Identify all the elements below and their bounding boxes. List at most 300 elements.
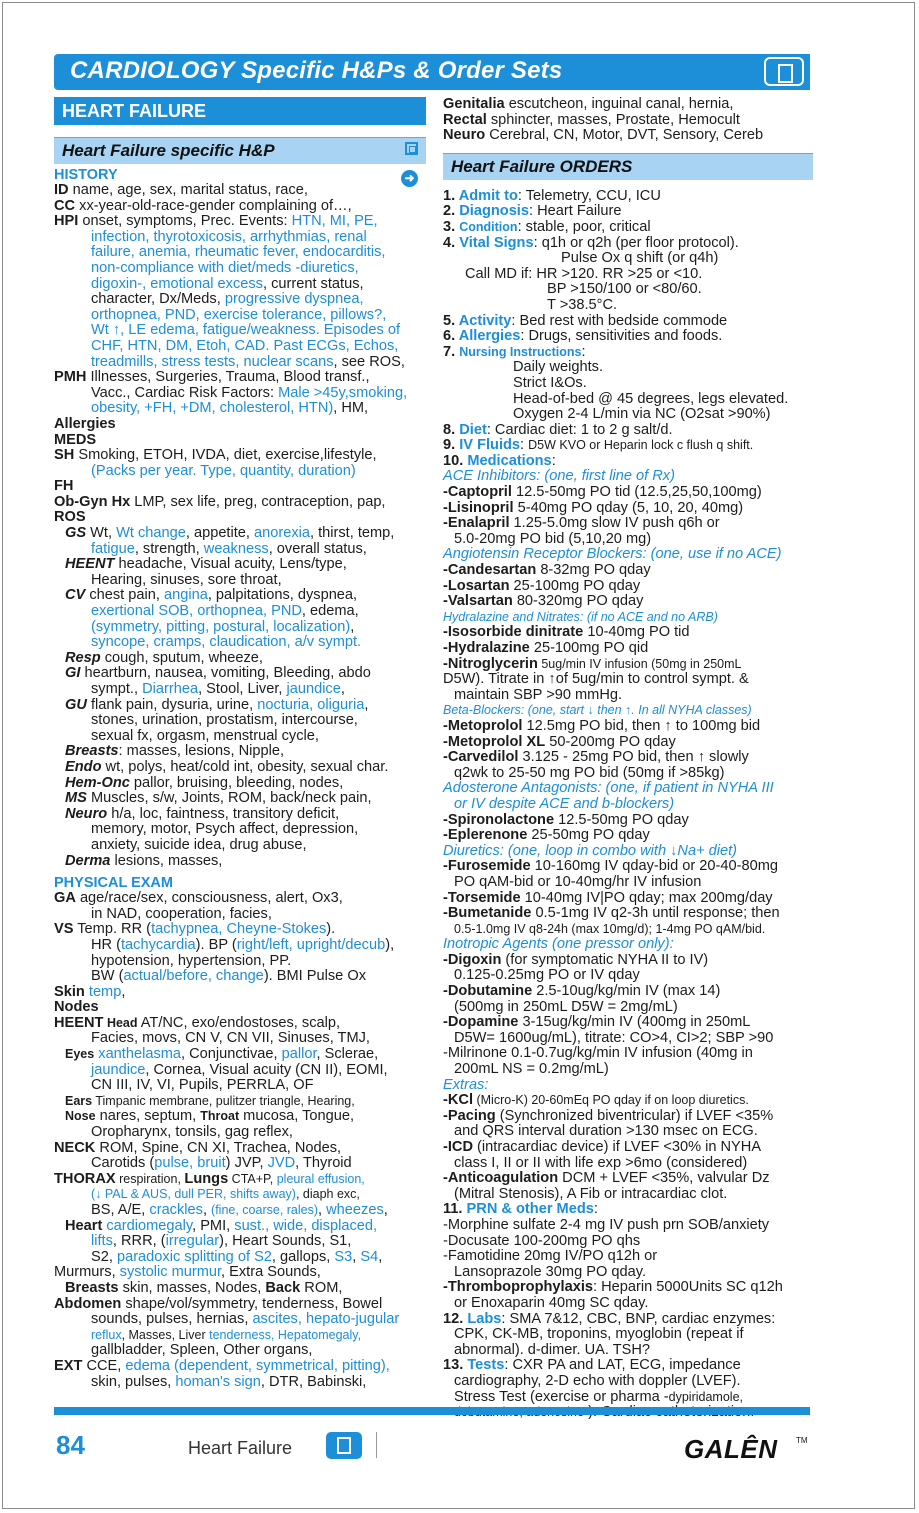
orders-subheader (443, 153, 813, 180)
text-line (54, 1328, 426, 1344)
highlighted-term: (symmetry, pitting, postural, localization) (91, 618, 351, 635)
highlighted-term: EXT (54, 1357, 83, 1374)
text-run: : CXR PA and LAT, ECG, impedance (504, 1357, 741, 1374)
text-run: Head-of-bed @ 45 degrees, legs elevated. (513, 390, 789, 407)
text-line (54, 807, 426, 823)
text-run: , gallops, (271, 1248, 335, 1265)
highlighted-term: GA (54, 890, 76, 907)
text-line (443, 781, 813, 797)
text-line (54, 1250, 426, 1266)
text-line (443, 1358, 813, 1374)
highlighted-term: 7. (443, 343, 460, 360)
highlighted-term: (↓ PAL & AUS, dull PER, shifts away) (91, 1187, 296, 1202)
highlighted-term: Medications (467, 452, 552, 469)
text-line (54, 1281, 426, 1297)
text-line (443, 485, 813, 501)
text-line (443, 469, 813, 485)
highlighted-term: obesity, +FH, +DM, cholesterol, HTN) (91, 400, 334, 417)
text-run: , (340, 681, 345, 697)
text-run: chest pain, (85, 587, 164, 604)
highlighted-term: temp (88, 983, 122, 1000)
text-run: , (121, 983, 126, 1000)
highlighted-term: (Packs per year. Type, quantity, duration) (91, 462, 356, 479)
text-line (443, 1390, 813, 1406)
text-line (54, 776, 426, 792)
text-line (443, 641, 813, 657)
text-line (443, 392, 813, 408)
text-run: : q1h or q2h (per floor protocol). (533, 234, 739, 251)
highlighted-term: 10. (443, 452, 468, 469)
text-line (54, 1047, 426, 1063)
text-line (443, 1312, 813, 1328)
highlighted-term: 8. (443, 421, 460, 438)
text-line (443, 1374, 813, 1390)
text-line (54, 573, 426, 589)
highlighted-term: Ob-Gyn Hx (54, 493, 131, 510)
highlighted-term: failure, anemia, rheumatic fever, endocarditis, (91, 244, 386, 261)
brand-trademark: TM (796, 1436, 808, 1445)
text-run: : (593, 1201, 598, 1218)
text-line (54, 822, 426, 838)
text-run: Temp. RR ( (73, 921, 152, 938)
text-run: heartburn, nausea, vomiting, Bleeding, abdo (80, 665, 371, 682)
highlighted-term: S3 (334, 1248, 353, 1265)
text-line (443, 345, 813, 361)
text-line (443, 703, 813, 719)
highlighted-term: 11. (443, 1201, 467, 1218)
highlighted-term: HTN, MI, PE, (291, 213, 378, 230)
text-run: , Extra Sounds, (221, 1264, 321, 1281)
highlighted-term: -KCl (443, 1092, 473, 1109)
text-line (54, 760, 426, 776)
text-run: : masses, lesions, Nipple, (118, 743, 285, 760)
text-line (443, 594, 813, 610)
text-run: Vacc., Cardiac Risk Factors: (91, 384, 279, 401)
highlighted-term: nocturia, oliguria (257, 696, 365, 713)
text-line (443, 797, 813, 813)
highlighted-term: Condition (459, 219, 518, 234)
highlighted-term: 13. (443, 1357, 468, 1374)
text-line (443, 625, 813, 641)
text-run: memory, motor, Psych affect, depression, (91, 821, 359, 838)
text-run: or Enoxaparin 40mg SC qday. (454, 1294, 649, 1311)
text-line (443, 1327, 813, 1343)
highlighted-term: -Anticoagulation (443, 1170, 559, 1187)
highlighted-term: Nose (65, 1109, 96, 1124)
highlighted-term: ACE Inhibitors: (one, first line of Rx) (443, 468, 675, 485)
highlighted-term: homan's sign (175, 1373, 261, 1390)
text-run: 10-40mg IV|PO qday; max 200mg/day (520, 889, 773, 906)
text-line (54, 308, 426, 324)
text-run: ) JVP, (225, 1155, 268, 1172)
text-run: dypiridamole, (668, 1389, 743, 1404)
text-run: (500mg in 250mL D5W = 2mg/mL) (454, 998, 678, 1015)
text-line (54, 230, 426, 246)
text-line (443, 1202, 813, 1218)
highlighted-term: progressive dyspnea, (224, 291, 364, 308)
text-run: D5W). Titrate in ↑of 5ug/min to control sympt. & (443, 671, 749, 688)
text-line (54, 838, 426, 854)
text-run: , (352, 1248, 361, 1265)
highlighted-term: GU (65, 696, 87, 713)
text-run: 5-40mg PO qday (5, 10, 20, 40mg) (513, 499, 744, 516)
book-tab-icon (764, 57, 804, 86)
text-run: , see ROS, (333, 353, 405, 370)
highlighted-term: Adosterone Antagonists: (one, if patient in NYHA III (443, 780, 774, 797)
text-run: (intracardiac device) if LVEF <30% in NYHA (473, 1139, 762, 1155)
text-run: character, Dx/Meds, (91, 291, 225, 308)
highlighted-term: pleural effusion, (276, 1171, 365, 1186)
highlighted-term: Tests (467, 1357, 505, 1374)
text-run: 2.5-10ug/kg/min IV (max 14) (532, 983, 721, 1000)
text-run: sounds, pulses, hernias, (91, 1311, 253, 1328)
footer-section-label: Heart Failure (188, 1438, 293, 1458)
text-line (54, 1094, 426, 1110)
text-run: , edema, (301, 603, 359, 620)
text-line (443, 298, 813, 314)
text-line (54, 339, 426, 355)
history-and-exam-text (54, 167, 426, 1390)
text-line (443, 563, 813, 579)
highlighted-term: Lungs (184, 1170, 229, 1187)
text-run: , Cornea, Visual acuity (CN II), EOMI, (145, 1061, 388, 1078)
highlighted-term: Labs (467, 1310, 502, 1327)
text-run: , (202, 1202, 212, 1218)
text-line (54, 891, 426, 907)
highlighted-term: Genitalia (443, 96, 505, 112)
highlighted-term: anorexia (254, 525, 310, 542)
highlighted-term: Extras: (443, 1076, 489, 1093)
text-line (443, 314, 813, 330)
text-run: , Thyroid (295, 1155, 352, 1172)
highlighted-term: Wt change (116, 525, 186, 542)
text-line (54, 698, 426, 714)
text-line (54, 588, 426, 604)
text-line (443, 1249, 813, 1265)
highlighted-term: Beta-Blockers: (one, start ↓ then ↑. In all NYHA classes) (443, 703, 752, 718)
highlighted-term: -Eplerenone (443, 827, 528, 844)
highlighted-term: xanthelasma (98, 1046, 182, 1063)
text-run: class I, II or II with life exp >6mo (considered) (454, 1154, 748, 1171)
text-run: 3.125 - 25mg PO bid, then ↑ slowly (518, 749, 749, 766)
text-run: , diaph exc, (295, 1187, 360, 1202)
text-run: Pulse Ox q shift (or q4h) (561, 250, 719, 267)
highlighted-term: HEENT (54, 1014, 104, 1031)
text-line (443, 113, 813, 129)
text-line (443, 532, 813, 548)
text-line (443, 423, 813, 439)
text-line (54, 791, 426, 807)
text-line (443, 906, 813, 922)
text-line (54, 744, 426, 760)
text-line (443, 953, 813, 969)
highlighted-term: Allergies (458, 328, 521, 345)
text-run: , strength, (134, 540, 204, 557)
text-line (54, 1063, 426, 1079)
text-line (443, 875, 813, 891)
highlighted-term: reflux (91, 1327, 122, 1342)
highlighted-term: 5. (443, 312, 459, 329)
text-run: : Cardiac diet: 1 to 2 g salt/d. (486, 421, 673, 438)
highlighted-term: -Dobutamine (443, 983, 533, 1000)
text-run: Stress Test (exercise or pharma - (454, 1388, 669, 1405)
text-line (54, 495, 426, 511)
text-line (443, 937, 813, 953)
text-run: 80-320mg PO qday (512, 593, 644, 610)
highlighted-term: Nodes (54, 999, 99, 1016)
text-run: in NAD, cooperation, facies, (91, 905, 272, 922)
chapter-title-bar (54, 54, 810, 90)
highlighted-term: Nursing Instructions (459, 344, 582, 359)
highlighted-term: infection, thyrotoxicosis, arrhythmias, renal (91, 228, 367, 245)
text-run: anxiety, suicide idea, drug abuse, (91, 836, 307, 853)
text-run: -Docusate 100-200mg PO qhs (443, 1232, 641, 1249)
highlighted-term: Diuretics: (one, loop in combo with ↓Na+ diet) (443, 842, 738, 859)
highlighted-term: 1. (443, 187, 459, 204)
highlighted-term: THORAX (54, 1170, 116, 1187)
text-line (443, 1187, 813, 1203)
text-line (54, 464, 426, 480)
text-run: sexual fx, orgasm, menstrual cycle, (91, 727, 319, 744)
text-line (443, 828, 813, 844)
highlighted-term: Breasts (65, 1279, 119, 1296)
text-run: q2wk to 25-50 mg PO bid (50mg if >85kg) (454, 764, 725, 781)
text-run: mucosa, Tongue, (239, 1108, 355, 1125)
text-run: flank pain, dysuria, urine, (86, 696, 258, 713)
text-line (443, 267, 813, 283)
text-run: CTA+P, (228, 1171, 277, 1186)
highlighted-term: (fine, coarse, rales) (211, 1203, 319, 1217)
text-run: 25-100mg PO qday (509, 577, 641, 594)
highlighted-term: FH (54, 478, 74, 495)
text-run: 10-160mg IV qday-bid or 20-40-80mg (530, 858, 779, 875)
text-run: hypotension, hypertension, PP. (91, 952, 292, 969)
text-run: 1.25-5.0mg slow IV push q6h or (509, 515, 720, 532)
footer-rule (54, 1407, 810, 1415)
highlighted-term: cardiomegaly (106, 1217, 193, 1234)
text-run: sphincter, masses, Prostate, Hemocult (486, 111, 740, 128)
text-run: stones, urination, prostatism, intercourse, (91, 712, 358, 729)
highlighted-term: actual/before, change (123, 968, 264, 985)
page-number: 84 (56, 1430, 85, 1460)
highlighted-term: paradoxic splitting of S2 (116, 1248, 272, 1265)
text-run: 200mL NS = 0.2mg/mL) (454, 1061, 609, 1078)
text-run: : Drugs, sensitivities and foods. (520, 328, 723, 345)
text-line (54, 1016, 426, 1032)
highlighted-term: lifts (91, 1233, 113, 1250)
highlighted-term: Male >45y,smoking, (278, 384, 408, 401)
text-run: : Bed rest with bedside commode (511, 312, 728, 329)
highlighted-term: MS (65, 790, 87, 807)
highlighted-term: Diagnosis (459, 203, 529, 220)
highlighted-term: -Metoprolol XL (443, 733, 546, 750)
highlighted-term: Endo (65, 758, 102, 775)
text-run: Cerebral, CN, Motor, DVT, Sensory, Cereb (485, 127, 764, 144)
highlighted-term: Breasts (65, 743, 119, 760)
text-run: CPK, CK-MB, troponins, myoglobin (repeat if (454, 1326, 744, 1343)
text-run: 5ug/min IV infusion (50mg in 250mL (537, 656, 742, 671)
highlighted-term: pallor (281, 1046, 317, 1063)
text-line (54, 1125, 426, 1141)
text-run: nares, septum, (95, 1108, 201, 1125)
text-run: (Micro-K) 20-60mEq PO qday if on loop diuretics. (473, 1093, 749, 1108)
text-line (443, 968, 813, 984)
text-run: 12.5-50mg PO tid (12.5,25,50,100mg) (511, 484, 762, 501)
text-line (54, 1375, 426, 1391)
highlighted-term: CC (54, 197, 76, 214)
text-run: -Famotidine 20mg IV/PO q12h or (443, 1248, 658, 1265)
text-line (443, 376, 813, 392)
text-run: wt, polys, heat/cold int, obesity, sexual char. (101, 758, 389, 775)
text-run: ), (385, 936, 395, 953)
text-line (443, 282, 813, 298)
highlighted-term: 12. (443, 1310, 468, 1327)
highlighted-term: 4. (443, 234, 460, 251)
text-run: 25-50mg PO qday (527, 827, 650, 844)
highlighted-term: Diarrhea (142, 681, 199, 697)
text-run: 0.5-1.0mg IV q8-24h (max 10mg/d); 1-4mg PO qAM/bid. (454, 921, 766, 936)
text-line (443, 610, 813, 626)
text-line (443, 1343, 813, 1359)
highlighted-term: Inotropic Agents (one pressor only): (443, 936, 674, 953)
text-line (54, 1219, 426, 1235)
text-line (443, 204, 813, 220)
text-run: 3-15ug/kg/min IV (400mg in 250mL (518, 1014, 751, 1031)
chapter-title: CARDIOLOGY Specific H&Ps & Order Sets (70, 57, 563, 84)
text-run: PO qAM-bid or 10-40mg/hr IV infusion (454, 873, 702, 890)
text-run: , appetite, (185, 525, 255, 542)
highlighted-term: Hydralazine and Nitrates: (if no ACE and no ARB) (443, 609, 718, 624)
text-line (54, 1312, 426, 1328)
footer-divider (376, 1432, 377, 1458)
highlighted-term: Angiotensin Receptor Blockers: (one, use if no ACE) (443, 546, 782, 563)
text-line (54, 448, 426, 464)
highlighted-term: -ICD (443, 1139, 473, 1155)
highlighted-term: Head (103, 1015, 138, 1030)
text-line (443, 1078, 813, 1094)
text-line (54, 1265, 426, 1281)
text-run: 25-100mg PO qid (529, 640, 649, 656)
text-run: age/race/sex, consciousness, alert, Ox3, (75, 890, 343, 907)
text-line (54, 542, 426, 558)
highlighted-term: fatigue (91, 540, 135, 557)
text-run: T >38.5°C. (547, 296, 618, 313)
text-line (54, 323, 426, 339)
highlighted-term: ID (54, 182, 69, 198)
highlighted-term: GS (65, 525, 87, 542)
highlighted-term: Derma (65, 852, 111, 869)
text-run: BW ( (91, 968, 124, 985)
text-line (443, 735, 813, 751)
text-line (443, 1171, 813, 1187)
highlighted-term: -Valsartan (443, 593, 513, 610)
highlighted-term: systolic murmur (119, 1264, 222, 1281)
text-line (54, 417, 426, 433)
text-run: : Telemetry, CCU, ICU (517, 187, 661, 204)
text-line (443, 1093, 813, 1109)
text-run: , (350, 618, 355, 635)
highlighted-term: Neuro (443, 127, 486, 144)
section-header: HEART FAILURE (54, 97, 426, 125)
text-run: 0.125-0.25mg PO or IV qday (454, 967, 640, 984)
highlighted-term: Activity (458, 312, 512, 329)
text-line (54, 526, 426, 542)
text-line (54, 199, 426, 215)
text-line (54, 277, 426, 293)
text-line (443, 501, 813, 517)
text-run: , (383, 1202, 388, 1218)
text-run: cough, sputum, wheeze, (100, 649, 263, 666)
highlighted-term: ROS (54, 509, 86, 526)
highlighted-term: GI (65, 665, 81, 682)
text-run: AT/NC, exo/endostoses, scalp, (137, 1014, 341, 1031)
highlighted-term: 6. (443, 328, 459, 345)
text-run: Call MD if: HR >120. RR >25 or <10. (465, 265, 703, 282)
text-run: Wt, (86, 525, 117, 542)
text-line (443, 516, 813, 532)
text-line (443, 407, 813, 423)
text-line (443, 1280, 813, 1296)
highlighted-term: CV (65, 587, 86, 604)
text-line (54, 245, 426, 261)
highlighted-term: HEENT (65, 556, 115, 573)
text-run: sympt., (91, 681, 143, 697)
text-run: 50-200mg PO qday (545, 733, 676, 750)
text-run: , thirst, temp, (310, 525, 395, 542)
highlighted-term: right/left, upright/decub (236, 936, 386, 953)
text-line (54, 1141, 426, 1157)
text-line (54, 620, 426, 636)
text-line (443, 766, 813, 782)
highlighted-term: Back (265, 1279, 301, 1296)
highlighted-term: -Furosemide (443, 858, 531, 875)
text-run: 5.0-20mg PO bid (5,10,20 mg) (454, 530, 652, 547)
text-run: Oxygen 2-4 L/min via NC (O2sat >90%) (513, 406, 771, 423)
text-run: ROM, Spine, CN XI, Trachea, Nodes, (95, 1139, 342, 1156)
text-line (54, 854, 426, 870)
text-run: , overall status, (268, 540, 367, 557)
text-line (54, 370, 426, 386)
text-line (54, 1109, 426, 1125)
text-run: DCM + LVEF <35%, valvular Dz (558, 1170, 770, 1187)
text-line (443, 657, 813, 673)
text-line (443, 1296, 813, 1312)
highlighted-term: Allergies (54, 415, 116, 432)
text-run: Hearing, sinuses, sore throat, (91, 571, 282, 588)
text-line (54, 666, 426, 682)
text-run: D5W= 1600ug/mL), titrate: CO>4, CI>2; SBP >90 (454, 1029, 774, 1046)
highlighted-term: digoxin-, emotional excess (91, 275, 263, 292)
text-line (54, 922, 426, 938)
text-run: name, age, sex, marital status, race, (68, 182, 308, 198)
text-run: Murmurs, (54, 1264, 120, 1281)
text-run: : SMA 7&12, CBC, BNP, cardiac enzymes: (501, 1310, 776, 1327)
text-line (54, 557, 426, 573)
text-line (54, 433, 426, 449)
text-run: gallbladder, Spleen, Other organs, (91, 1342, 313, 1359)
highlighted-term: -Bumetanide (443, 905, 532, 922)
text-line (443, 1156, 813, 1172)
text-run: Carotids ( (91, 1155, 155, 1172)
text-run: xx-year-old-race-gender complaining of…, (75, 197, 352, 214)
text-run: LMP, sex life, preg, contraception, pap, (130, 493, 386, 510)
text-line (443, 438, 813, 454)
text-line (54, 1203, 426, 1219)
highlighted-term: angina (163, 587, 208, 604)
text-run: 8-32mg PO qday (536, 562, 651, 579)
next-arrow-icon[interactable]: ➜ (401, 170, 418, 187)
text-line (54, 1234, 426, 1250)
